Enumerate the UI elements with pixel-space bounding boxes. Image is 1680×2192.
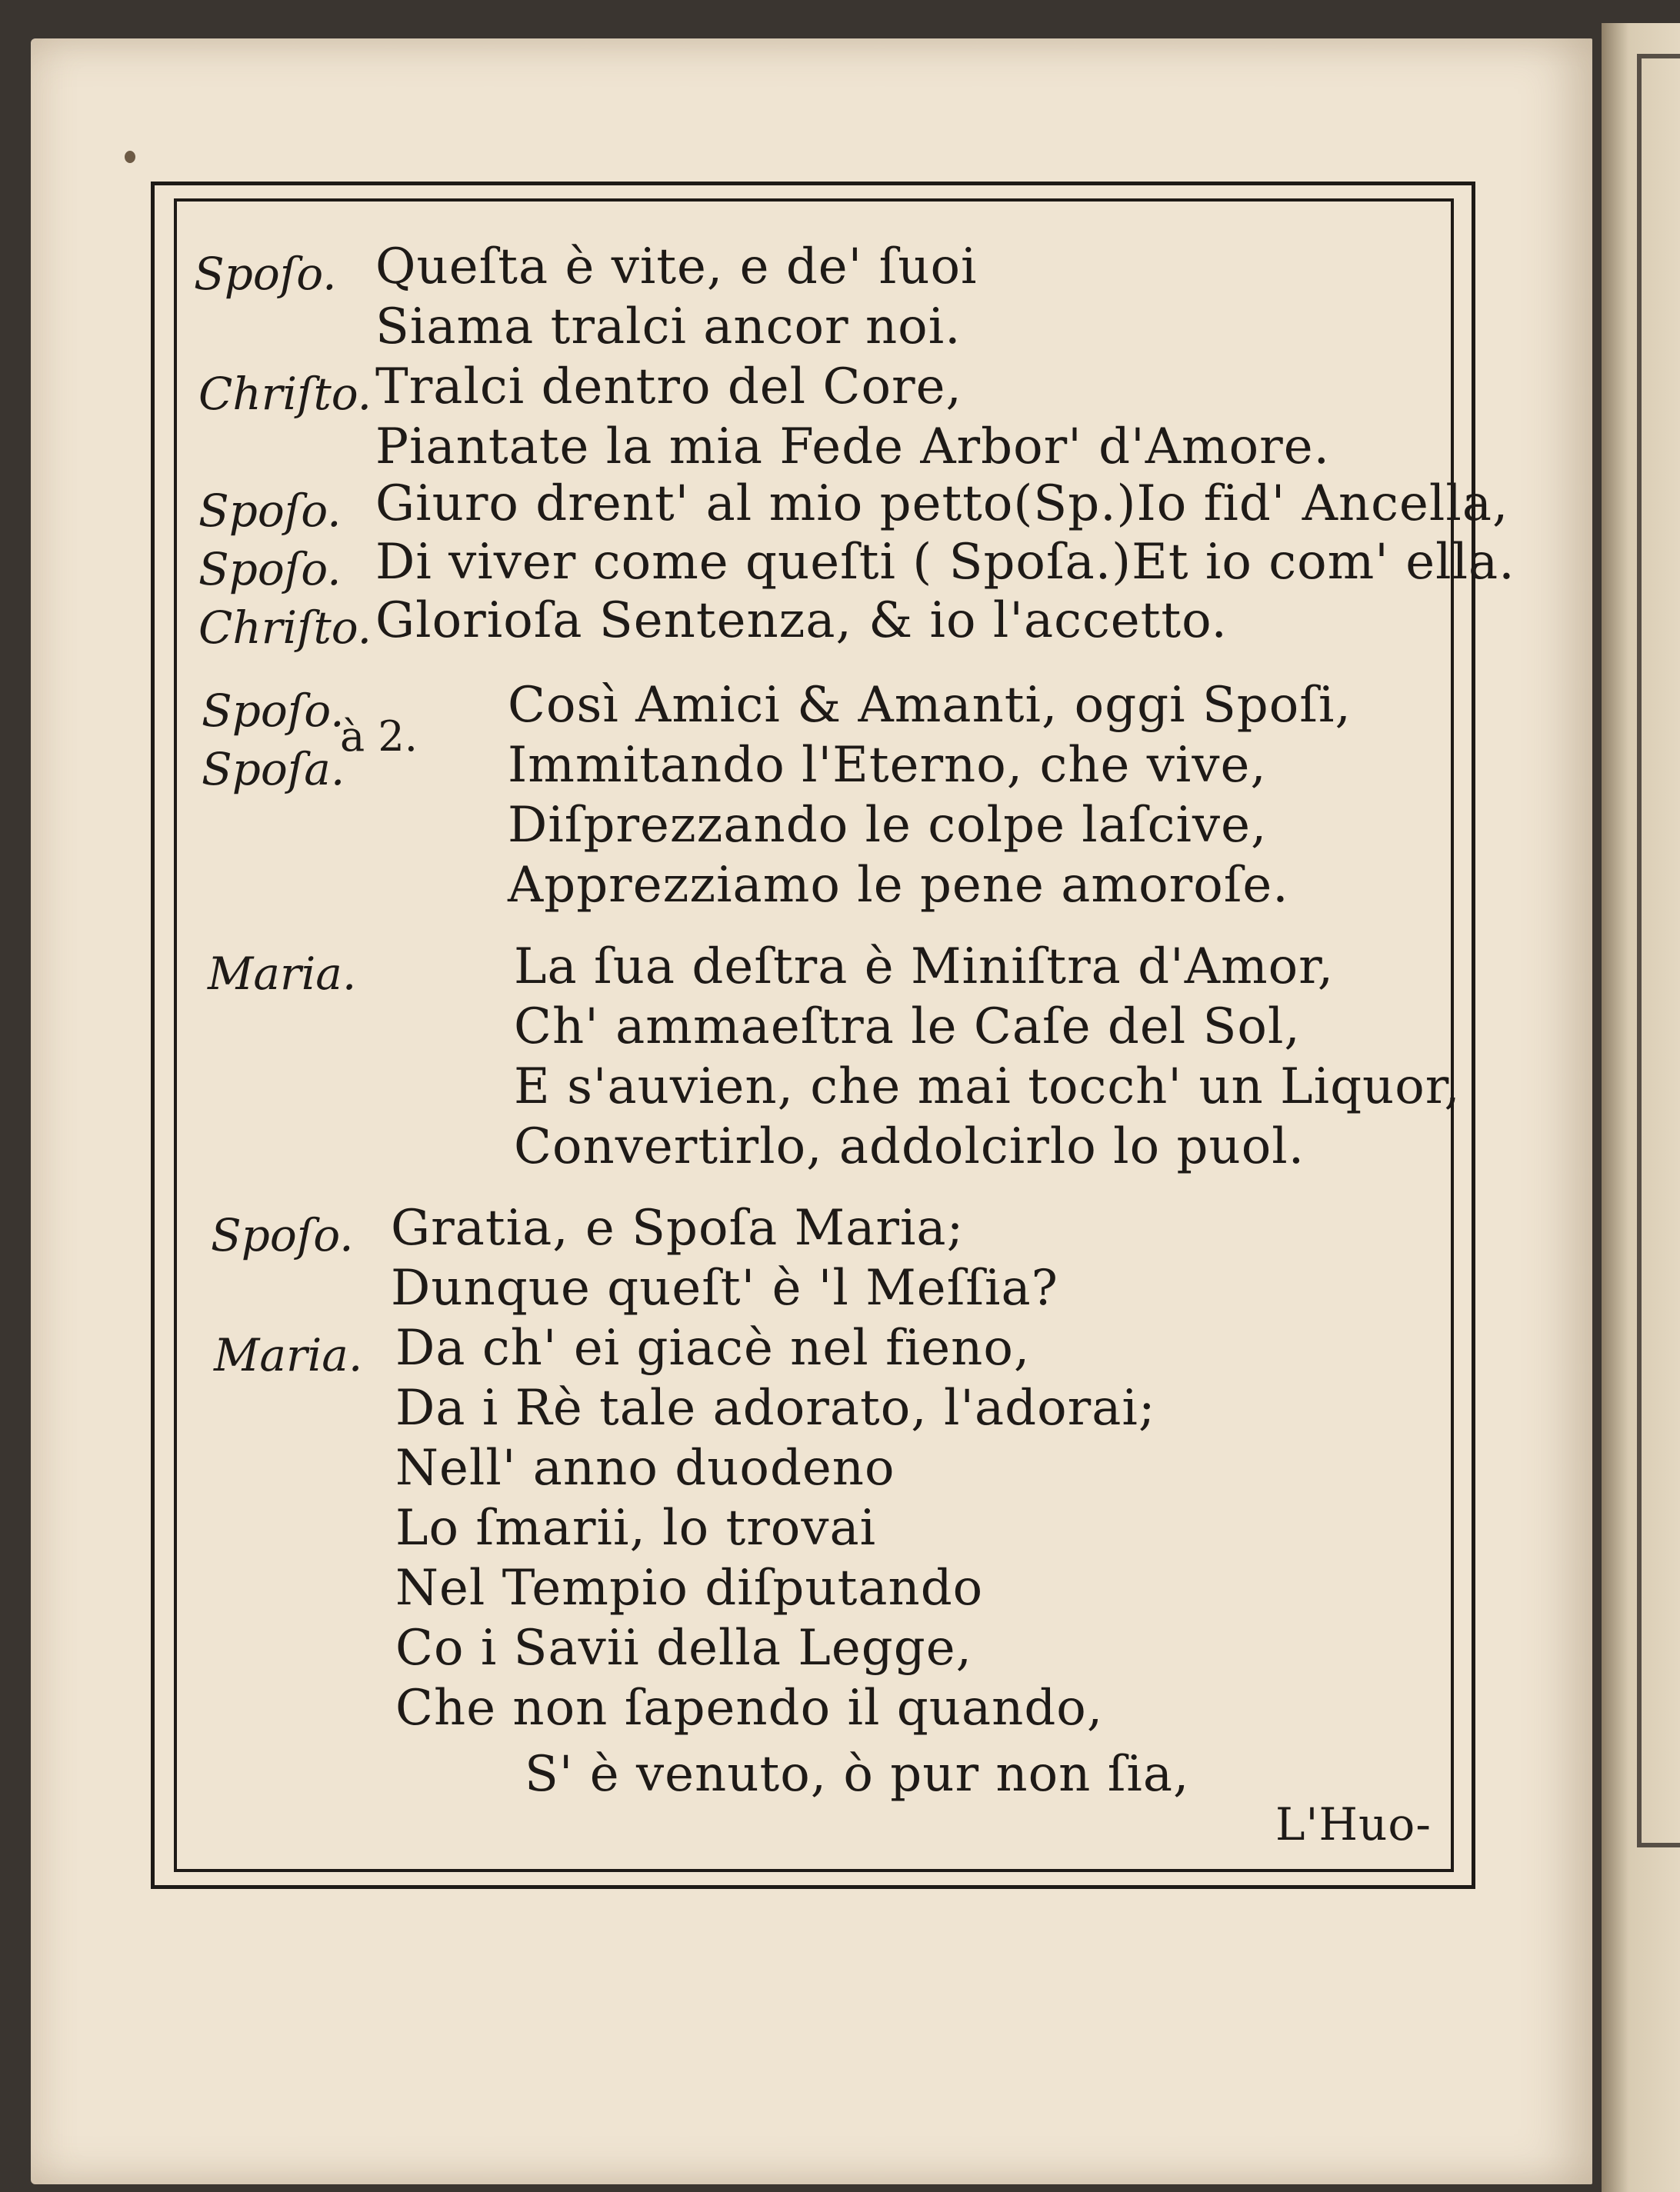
verse-line: Piantate la mia Fede Arbor' d'Amore. [375,418,1330,475]
verse-line: Che non ſapendo il quando, [395,1680,1104,1737]
verse-line: Da ch' ei giacè nel fieno, [395,1320,1031,1377]
verse-line: La ſua deſtra è Miniſtra d'Amor, [514,938,1335,995]
speaker-label: Spoſo. [198,543,342,595]
verse-line: Glorioſa Sentenza, & io l'accetto. [375,592,1228,649]
verse-line: Diſprezzando le colpe laſcive, [508,797,1268,854]
verse-line: Apprezziamo le pene amoroſe. [508,857,1289,914]
speaker-label: Spoſo. [211,1209,354,1261]
verse-line: Tralci dentro del Core, [375,358,962,415]
catchword: L'Huo- [1275,1798,1432,1851]
verse-line: Giuro drent' al mio petto(Sp.)Io fid' Ancella, [375,475,1509,532]
verse-line: E s'auvien, che mai tocch' un Liquor, [514,1058,1461,1115]
verse-line: Nell' anno duodeno [395,1440,895,1497]
verse-line: Di viver come queſti ( Spoſa.)Et io com' ella. [375,534,1515,591]
next-page-border [1637,54,1680,1847]
speaker-label: Spoſo. [194,248,337,300]
verse-line: Siama tralci ancor noi. [375,298,962,355]
verse-line: Nel Tempio diſputando [395,1560,984,1617]
verse-line: Co i Savii della Legge, [395,1620,972,1677]
verse-line: Gratia, e Spoſa Maria; [391,1200,965,1257]
speaker-label: Maria. [208,948,357,1000]
verse-line: Dunque queſt' è 'l Meſſia? [391,1260,1058,1317]
verse-line: Ch' ammaeſtra le Caſe del Sol, [514,998,1301,1055]
speaker-label: Spoſa. [202,743,345,795]
speaker-label: Spoſo. [202,685,345,737]
verse-line: Immitando l'Eterno, che vive, [508,737,1267,794]
verse-line: Queſta è vite, e de' ſuoi [375,238,978,295]
verse-line: Così Amici & Amanti, oggi Spoſi, [508,677,1352,734]
verse-line: Convertirlo, addolcirlo lo puol. [514,1118,1305,1175]
verse-line: S' è venuto, ò pur non ſia, [525,1746,1190,1803]
speaker-label: Spoſo. [198,485,342,537]
speaker-label: Chriſto. [198,601,372,654]
speaker-label: Maria. [214,1329,363,1381]
speaker-label: Chriſto. [198,368,372,420]
verse-line: Da i Rè tale adorato, l'adorai; [395,1380,1156,1437]
stage-direction: à 2. [340,712,418,761]
ink-stain [125,151,135,163]
verse-line: Lo ſmarii, lo trovai [395,1500,877,1557]
